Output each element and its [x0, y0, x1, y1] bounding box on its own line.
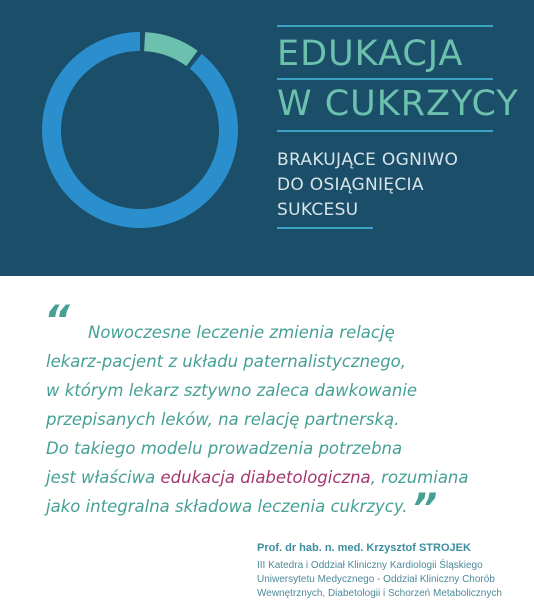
quote-line-6-end: , rozumiana — [370, 468, 469, 487]
quote-line-7 — [46, 486, 516, 532]
subtitle-line-1: BRAKUJĄCE OGNIWO — [277, 150, 459, 170]
quote-line-6-start: jest właściwa — [46, 468, 161, 487]
quote-line-7-text: jako integralna składowa leczenia cukrzycy. — [46, 497, 408, 516]
affiliation-line-1: III Katedra i Oddział Kliniczny Kardiologii Śląskiego — [257, 560, 483, 571]
open-quote-mark: “ — [44, 298, 66, 344]
title-line-1: EDUKACJA — [277, 34, 464, 74]
quote-section — [44, 298, 516, 532]
highlighted-phrase: edukacja diabetologiczna — [160, 468, 371, 487]
quote-line-3: w którym lekarz sztywno zaleca dawkowanie — [46, 381, 418, 400]
affiliation-line-3: Wewnętrznych, Diabetologii i Schorzeń Metabolicznych — [257, 588, 502, 599]
divider-top — [277, 25, 493, 27]
ring-major-segment — [42, 32, 238, 228]
ring-minor-segment — [144, 32, 197, 66]
close-quote-mark: ” — [411, 486, 434, 532]
title-line-2: W CUKRZYCY — [277, 84, 519, 124]
subtitle-line-3: SUKCESU — [277, 200, 359, 220]
title-block — [277, 25, 519, 229]
subtitle-line-2: DO OSIĄGNIĘCIA — [277, 175, 424, 195]
divider-middle — [277, 78, 493, 80]
divider-under-title — [277, 130, 493, 132]
quote-line-4: przepisanych leków, na relację partnerską. — [46, 410, 400, 429]
divider-bottom — [277, 227, 373, 229]
quote-line-6 — [46, 463, 516, 492]
quote-line-2: lekarz-pacjent z układu paternalistycznego, — [46, 352, 407, 371]
affiliation-line-2: Uniwersytetu Medycznego - Oddział Kliniczny Chorób — [257, 574, 495, 585]
quote-line-1: Nowoczesne leczenie zmienia relację — [88, 323, 395, 342]
donut-ring-graphic — [30, 20, 250, 240]
subtitle — [277, 148, 493, 223]
author-name: Prof. dr hab. n. med. Krzysztof STROJEK — [257, 542, 471, 554]
quote-line-5: Do takiego modelu prowadzenia potrzebna — [46, 439, 403, 458]
quote-text — [44, 298, 516, 532]
header-banner — [0, 0, 534, 276]
author-affiliation — [257, 559, 502, 601]
